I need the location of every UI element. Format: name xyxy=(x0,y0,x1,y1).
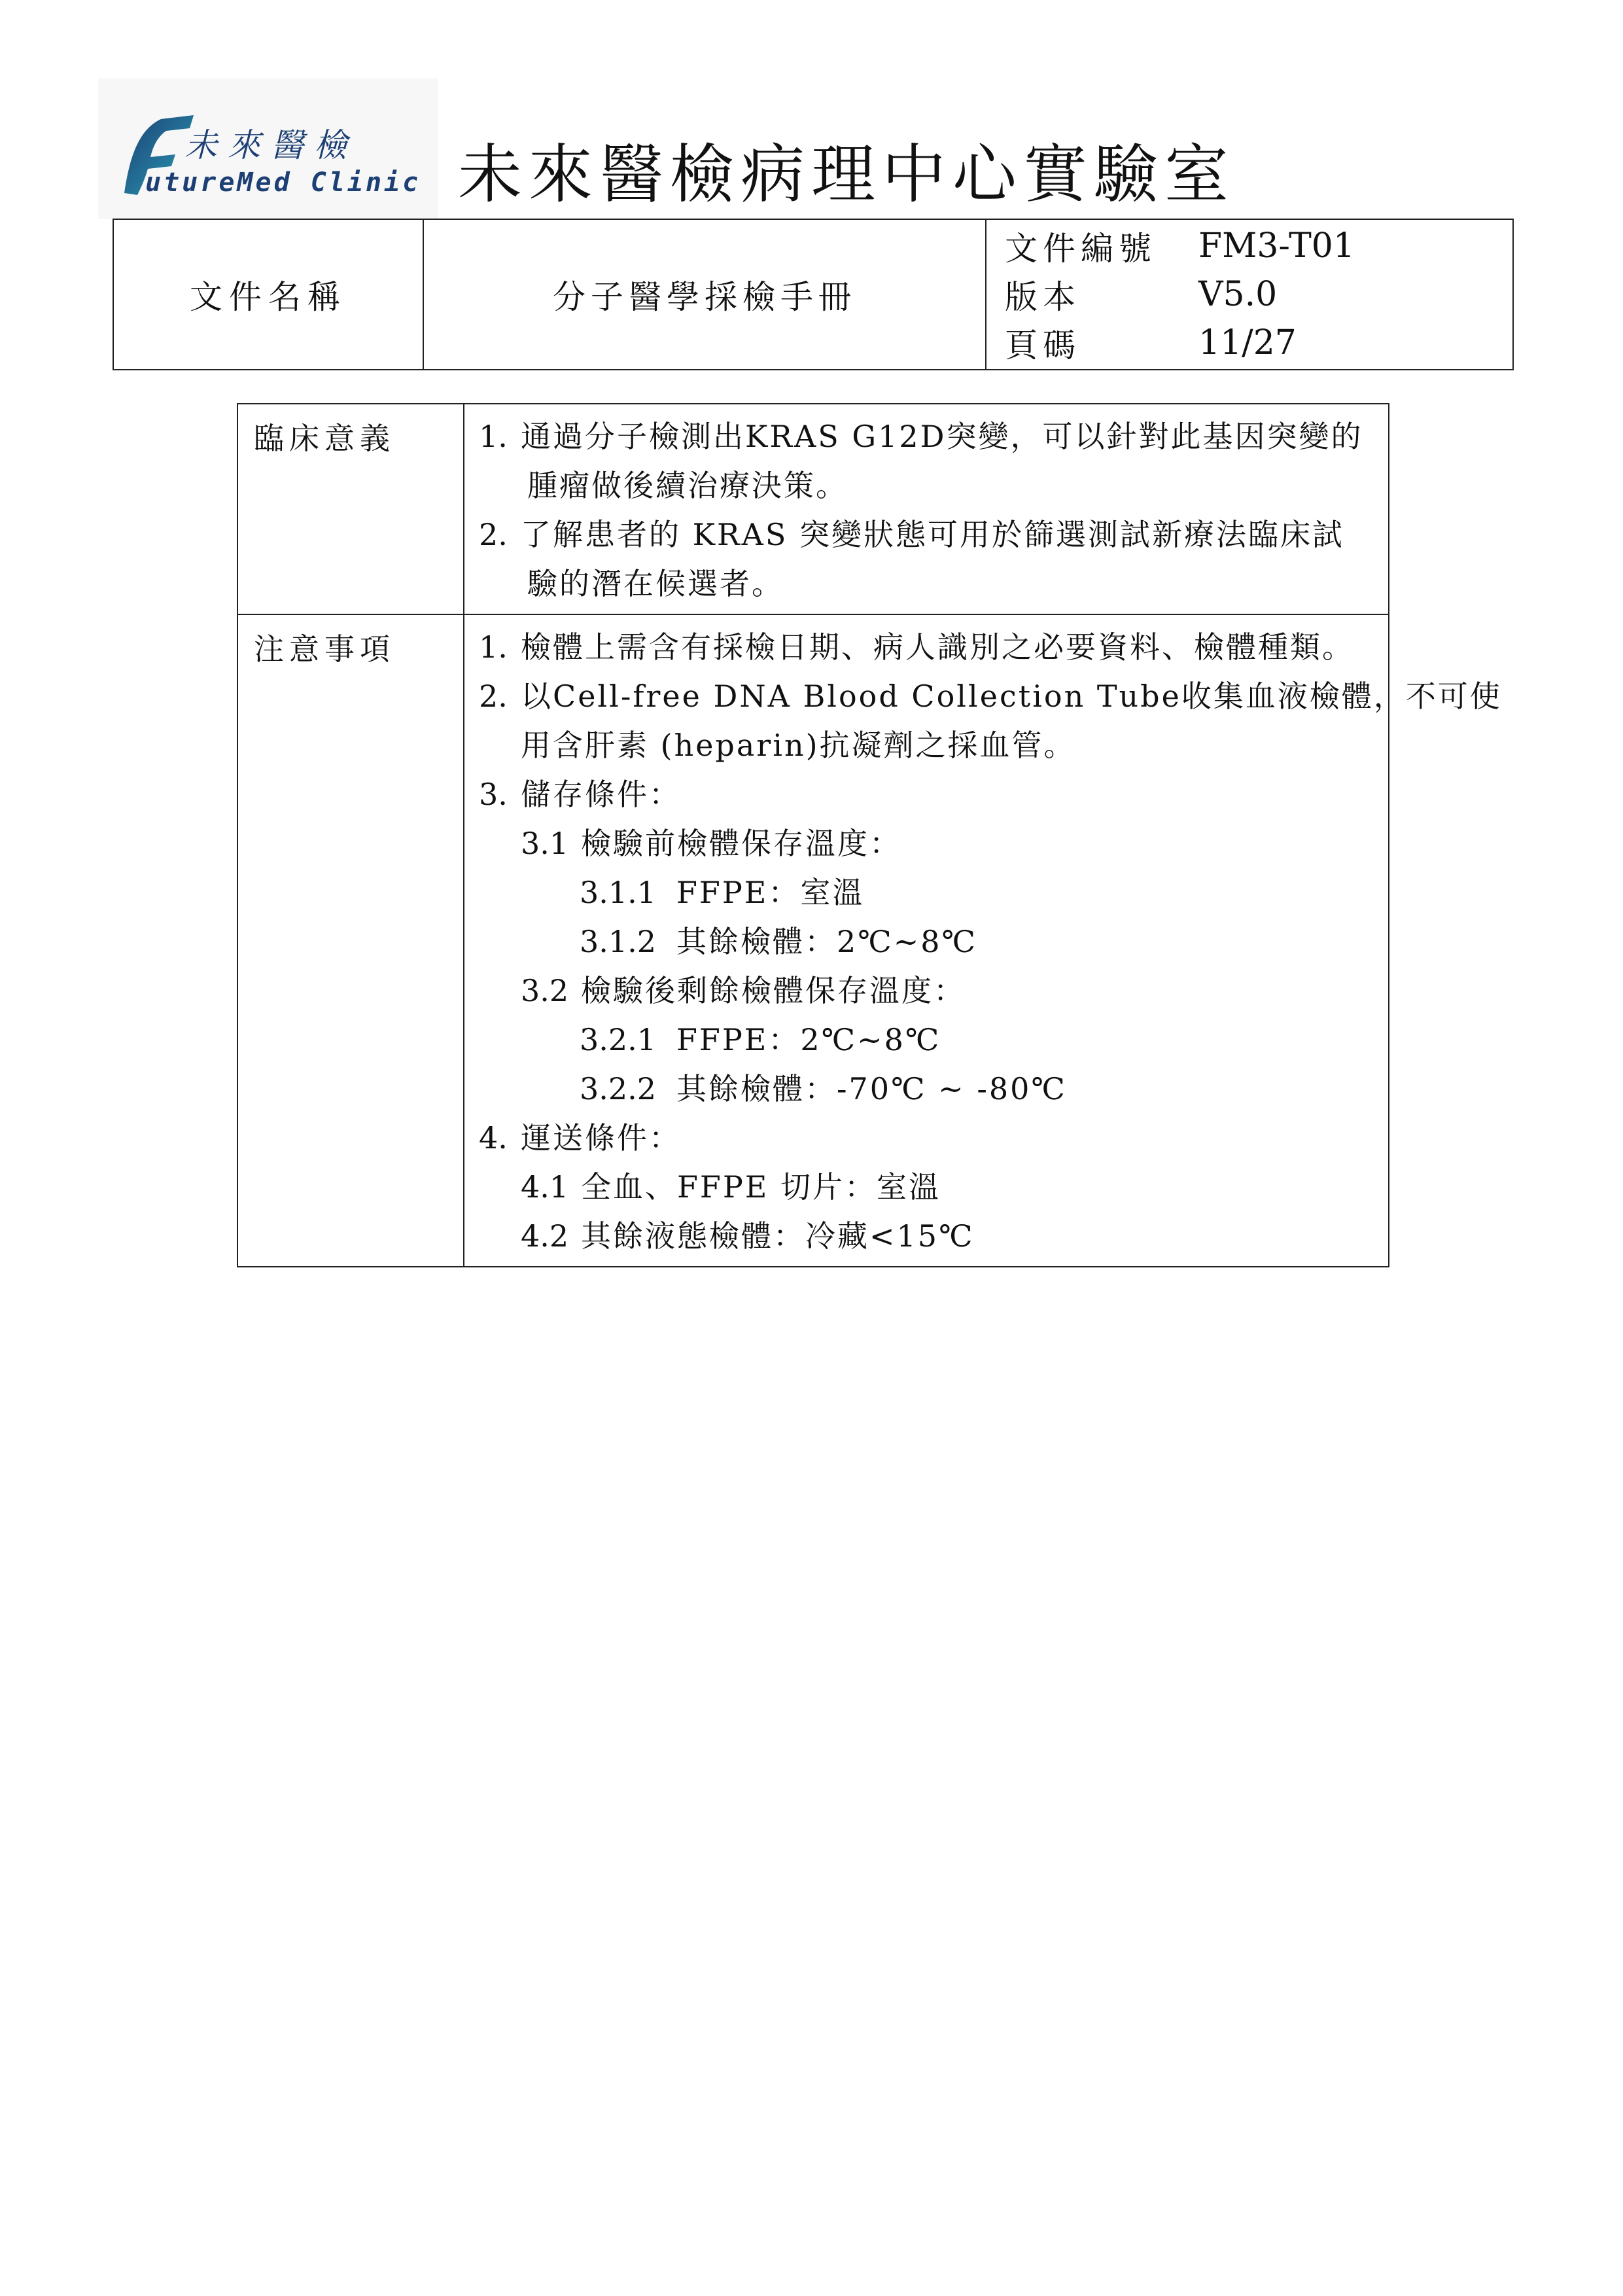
list-text: 以Cell-free DNA Blood Collection Tube收集血液檢體，不可使 xyxy=(521,679,1502,714)
document-number-row xyxy=(1005,222,1512,270)
lab-title: 未來醫檢病理中心實驗室 xyxy=(458,137,1236,212)
sub-list-item xyxy=(479,1163,1378,1212)
list-item xyxy=(479,510,1378,559)
list-number: 2. xyxy=(479,679,508,714)
list-item-continuation: 驗的潛在候選者。 xyxy=(527,566,784,601)
document-meta-cell xyxy=(986,219,1513,370)
document-number-label: 文件編號 xyxy=(1005,230,1157,268)
sub-list-text: 全血、FFPE 切片：室溫 xyxy=(581,1169,941,1205)
sub-sub-list-text: 其餘檢體：2℃~8℃ xyxy=(676,924,977,959)
sub-list-text: 檢驗後剩餘檢體保存溫度： xyxy=(581,973,966,1008)
sub-sub-list-item xyxy=(479,917,1378,966)
version-value: V5.0 xyxy=(1198,275,1278,314)
content-table xyxy=(237,403,1502,1267)
document-info-table xyxy=(113,219,1514,370)
sub-list-text: 檢驗前檢體保存溫度： xyxy=(581,826,901,861)
sub-sub-list-item xyxy=(479,1016,1378,1065)
clinical-significance-body xyxy=(464,404,1389,614)
list-number: 4. xyxy=(479,1120,508,1156)
list-item xyxy=(479,412,1378,461)
list-text: 通過分子檢測出KRAS G12D突變，可以針對此基因突變的 xyxy=(521,419,1363,454)
logo-chinese-name: 未來醫檢 xyxy=(184,126,357,164)
sub-list-item xyxy=(479,819,1378,868)
sub-list-number: 3.1 xyxy=(521,826,569,861)
sub-list-item xyxy=(479,966,1378,1016)
sub-sub-list-number: 3.2.1 xyxy=(580,1022,657,1057)
list-text: 儲存條件： xyxy=(521,777,681,812)
notes-row xyxy=(237,614,1389,1267)
list-text: 檢體上需含有採檢日期、病人識別之必要資料、檢體種類。 xyxy=(521,629,1354,665)
sub-list-text: 其餘液態檢體：冷藏<15℃ xyxy=(581,1218,975,1254)
version-row xyxy=(1005,270,1512,319)
page-value: 11/27 xyxy=(1198,323,1297,362)
sub-sub-list-number: 3.1.2 xyxy=(580,924,657,959)
list-item xyxy=(479,770,1378,819)
page-row xyxy=(1005,319,1512,367)
list-item-continuation: 腫瘤做後續治療決策。 xyxy=(527,468,848,503)
list-text: 了解患者的 KRAS 突變狀態可用於篩選測試新療法臨床試 xyxy=(521,517,1344,552)
document-number-value: FM3-T01 xyxy=(1198,226,1355,266)
sub-sub-list-number: 3.1.1 xyxy=(580,875,657,910)
page-label: 頁碼 xyxy=(1005,327,1081,364)
list-text: 運送條件： xyxy=(521,1120,681,1156)
notes-body xyxy=(464,614,1502,1267)
list-item xyxy=(479,623,1378,672)
sub-sub-list-text: FFPE：2℃~8℃ xyxy=(676,1022,941,1057)
sub-list-number: 3.2 xyxy=(521,973,569,1008)
notes-heading: 注意事項 xyxy=(237,614,464,1267)
list-item xyxy=(479,672,1502,721)
sub-sub-list-text: 其餘檢體：-70℃ ~ -80℃ xyxy=(676,1071,1067,1106)
document-name-label: 文件名稱 xyxy=(113,219,423,370)
list-number: 2. xyxy=(479,517,508,552)
list-number: 1. xyxy=(479,419,508,454)
clinical-significance-row xyxy=(237,404,1389,614)
sub-sub-list-number: 3.2.2 xyxy=(580,1071,657,1106)
list-number: 3. xyxy=(479,777,508,812)
clinical-significance-heading: 臨床意義 xyxy=(237,404,464,614)
logo-english-name: utureMed Clinic xyxy=(145,168,421,198)
sub-sub-list-text: FFPE：室溫 xyxy=(676,875,865,910)
list-item xyxy=(479,1114,1378,1163)
sub-list-item xyxy=(479,1212,1378,1261)
sub-list-number: 4.2 xyxy=(521,1218,569,1254)
sub-list-number: 4.1 xyxy=(521,1169,569,1205)
document-name-value: 分子醫學採檢手冊 xyxy=(423,219,986,370)
sub-sub-list-item xyxy=(479,868,1378,917)
list-item-continuation: 用含肝素 (heparin)抗凝劑之採血管。 xyxy=(521,728,1076,763)
sub-sub-list-item xyxy=(479,1065,1378,1114)
version-label: 版本 xyxy=(1005,278,1081,316)
list-number: 1. xyxy=(479,629,508,665)
clinic-logo xyxy=(98,79,438,219)
